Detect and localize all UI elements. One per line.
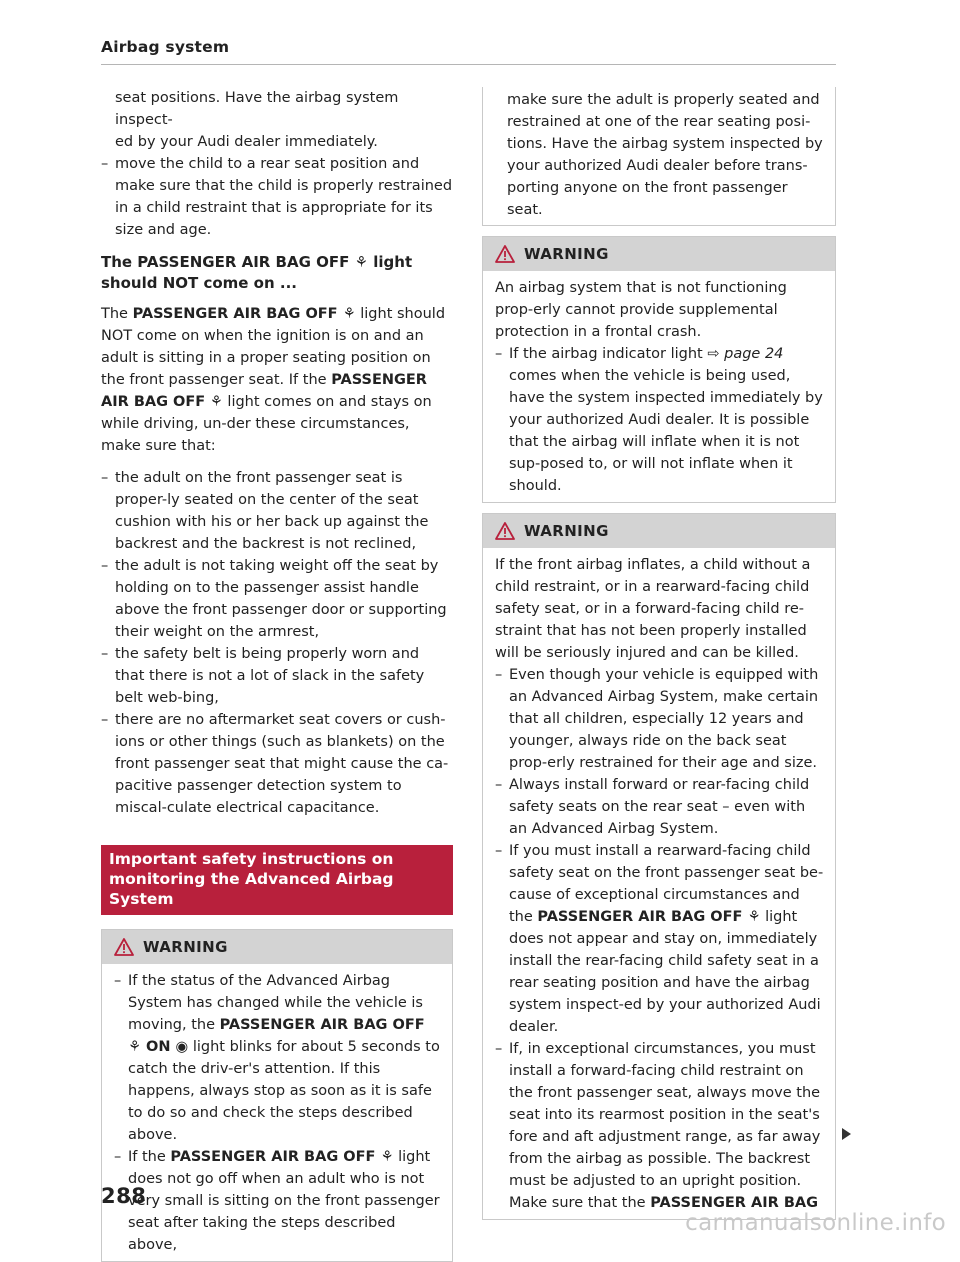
header-rule — [101, 64, 836, 65]
list-item: – If the status of the Advanced Airbag System has changed while the vehicle is moving, the PASSENGER AIR BAG OFF ⚘ ON ◉ light blinks for about 5 seconds to catch the driv-er's attention. If this happens, always stop as soon as it is safe to do so and check the steps described above. — [114, 970, 442, 1146]
page-reference-link[interactable]: page 24 — [724, 346, 784, 362]
list-item: – Even though your vehicle is equipped with an Advanced Airbag System, make certain that all children, especially 12 years and younger, always ride on the back seat prop-erly restrained for their age and size. — [495, 664, 825, 774]
list-item: – the safety belt is being properly worn and that there is not a lot of slack in the safety belt web-bing, — [101, 643, 453, 709]
paragraph: An airbag system that is not functioning prop-erly cannot provide supplemental protection in a frontal crash. — [495, 280, 787, 340]
page-number: 288 — [101, 1184, 147, 1208]
condition-list — [101, 467, 453, 819]
list-item: – the adult on the front passenger seat is proper-ly seated on the center of the seat cushion with his or her back up against the backrest and the backrest is not reclined, — [101, 467, 453, 555]
warning-continuation-box — [482, 87, 836, 226]
subheading: The PASSENGER AIR BAG OFF ⚘ light should NOT come on ... — [101, 253, 413, 292]
list-item: – If you must install a rearward-facing child safety seat on the front passenger seat be-cause of exceptional circumstances and the PASSENGER AIR BAG OFF ⚘ light does not appear and stay on, immediately install the rear-facing child safety seat in a rear seating position and have the airbag system inspect-ed by your authorized Audi dealer. — [495, 840, 825, 1038]
continue-arrow-icon — [842, 1128, 851, 1140]
list-item: – If, in exceptional circumstances, you must install a forward-facing child restraint on the front passenger seat, always move the seat into its rearmost position in the seat's fore and aft adjustment range, as far away from the airbag as possible. The backrest must be adjusted to an upright position. Make sure that the PASSENGER AIR BAG — [495, 1038, 825, 1214]
section-band: Important safety instructions on monitoring the Advanced Airbag System — [101, 845, 453, 915]
left-column — [101, 87, 453, 1262]
intro-list — [101, 153, 453, 241]
watermark: carmanualsonline.info — [685, 1210, 946, 1236]
warning-header: WARNING — [102, 930, 452, 964]
list-item: – If the airbag indicator light ⇨ page 24 comes when the vehicle is being used, have the system inspected immediately by your authorized Audi dealer. It is possible that the airbag will inflate when it is not sup-posed to, or will not inflate when it should. — [495, 343, 825, 497]
warning-body — [483, 271, 835, 502]
paragraph: The PASSENGER AIR BAG OFF ⚘ light should NOT come on when the ignition is on and an adult is sitting in a proper seating position on the front passenger seat. If the PASSENGER AIR BAG OFF ⚘ light comes on and stays on while driving, un-der these circumstances, make sure that: — [101, 306, 446, 454]
list-item: – If the PASSENGER AIR BAG OFF ⚘ light does not go off when an adult who is not very small is sitting on the front passenger seat after taking the steps described above, — [114, 1146, 442, 1256]
warning-triangle-icon — [495, 245, 515, 263]
section-title: Airbag system — [101, 38, 230, 56]
paragraph: If the front airbag inflates, a child without a child restraint, or in a rearward-facing child safety seat, or in a forward-facing child re-straint that has not been properly installed will be seriously injured and can be killed. — [495, 557, 811, 661]
warning-header: WARNING — [483, 514, 835, 548]
intro-line: seat positions. Have the airbag system inspect- — [115, 90, 399, 128]
intro-line: ed by your Audi dealer immediately. — [115, 134, 378, 150]
warning-body — [483, 548, 835, 1219]
warning-box — [101, 929, 453, 1262]
warning-body — [102, 964, 452, 1261]
warning-triangle-icon — [114, 938, 134, 956]
paragraph: make sure the adult is properly seated and restrained at one of the rear seating posi-tions. Have the airbag system inspected by your authorized Audi dealer before trans-porting anyone on the front passenger seat. — [507, 92, 823, 218]
warning-header: WARNING — [483, 237, 835, 271]
warning-box — [482, 513, 836, 1220]
list-item: – move the child to a rear seat position and make sure that the child is properly restrained in a child restraint that is appropriate for its size and age. — [101, 153, 453, 241]
right-column — [482, 87, 836, 1220]
list-item: – Always install forward or rear-facing child safety seats on the rear seat – even with an Advanced Airbag System. — [495, 774, 825, 840]
list-item: – the adult is not taking weight off the seat by holding on to the passenger assist handle above the front passenger door or supporting their weight on the armrest, — [101, 555, 453, 643]
list-item: – there are no aftermarket seat covers or cush-ions or other things (such as blankets) on the front passenger seat that might cause the ca-pacitive passenger detection system to miscal-culate electrical capacitance. — [101, 709, 453, 819]
warning-box — [482, 236, 836, 503]
warning-triangle-icon — [495, 522, 515, 540]
